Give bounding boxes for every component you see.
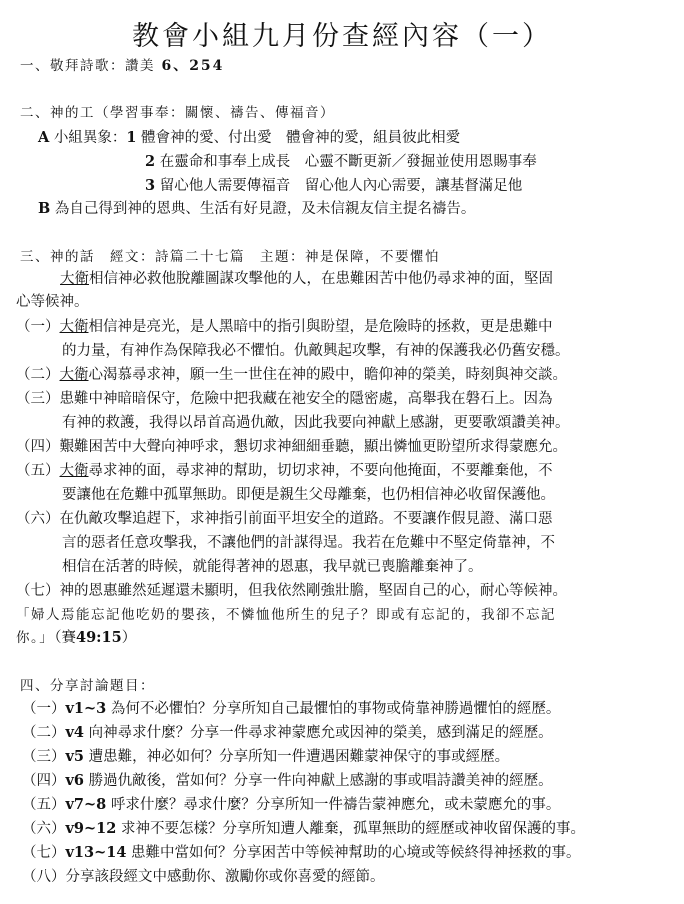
vision-item-num: 3 [145,177,156,194]
question-verse: v6 [65,772,85,789]
question-verse: v4 [65,724,85,741]
question-text: 勝過仇敵後，當如何？分享一件向神獻上感謝的事或唱詩讚美神的經歷。 [88,773,553,789]
point-2-line-1 [16,364,567,386]
point-text: 艱難困苦中大聲向神呼求，懇切求神細細垂聽，顯出憐恤更盼望所求得蒙應允。 [59,439,567,455]
section-word-heading: 三、神的話 經文：詩篇二十七篇 主題：神是保障，不要懼怕 [20,249,440,265]
name-david: 大衛 [59,463,89,479]
point-text: 相信神是亮光，是人黑暗中的指引與盼望，是危險時的拯救，更是患難中 [88,319,553,335]
question-number: （八） [22,869,66,885]
point-5-line-1 [16,460,553,482]
point-number: （五） [16,463,60,479]
point-6-line-3: 相信在活著的時候，就能得著神的恩惠，我早就已喪膽離棄神了。 [62,559,483,575]
point-1-line-1 [16,316,553,338]
intro-line-1 [60,268,553,290]
section-discussion-heading: 四、分享討論題目： [20,678,155,694]
vision-item-num: 1 [126,129,137,146]
question-verse: v9~12 [65,820,117,837]
vision-item-text: 體會神的愛、付出愛 體會神的愛，組員彼此相愛 [141,130,461,146]
question-8 [22,866,385,888]
point-number: （四） [16,439,60,455]
point-number: （二） [16,367,60,383]
vision-row-1 [38,127,460,149]
question-2 [22,722,553,744]
section-worship [20,55,224,77]
point-3-line-2: 有神的救護，我得以昂首高過仇敵，因此我要向神獻上感謝，更要歌頌讚美神。 [62,415,570,431]
question-text: 求神不要怎樣？分享所知遭人離棄，孤單無助的經歷或神收留保護的事。 [120,821,585,837]
name-david: 大衛 [59,367,89,383]
question-number: （一） [22,701,66,717]
vision-label: A [38,129,50,146]
question-verse: v1~3 [65,700,107,717]
quote-ref-close: ） [121,630,137,646]
name-david: 大衛 [60,271,89,287]
point-text: 尋求神的面，尋求神的幫助，切切求神，不要向他掩面，不要離棄他，不 [88,463,553,479]
question-number: （四） [22,773,66,789]
quote-end: 你。」 [16,630,55,646]
point-6-line-1 [16,508,553,530]
question-text: 患難中當如何？分享困苦中等候神幫助的心境或等候終得神拯救的事。 [131,845,581,861]
vision-item-text: 留心他人需要傳福音 留心他人內心需要，讓基督滿足他 [159,178,523,194]
prayer-row [38,198,475,220]
vision-item-num: 2 [145,153,156,170]
prayer-text: 為自己得到神的恩典、生活有好見證，及未信親友信主提名禱告。 [54,201,476,217]
question-verse: v5 [65,748,85,765]
point-1-line-2: 的力量，有神作為保障我必不懼怕。仇敵興起攻擊，有神的保護我必仍舊安穩。 [62,343,570,359]
point-number: （六） [16,511,60,527]
vision-item-text: 在靈命和事奉上成長 心靈不斷更新／發掘並使用恩賜事奉 [159,154,537,170]
quote-line-1: 「婦人焉能忘記他吃奶的嬰孩，不憐恤他所生的兒子？即或有忘記的，我卻不忘記 [16,607,556,623]
point-3-line-1 [16,388,553,410]
name-david: 大衛 [59,319,89,335]
question-text: 呼求什麼？尋求什麼？分享所知一件禱告蒙神應允，或未蒙應允的事。 [110,797,561,813]
question-number: （三） [22,749,66,765]
section-worship-label: 一、敬拜詩歌：讚美 [20,58,155,74]
question-number: （五） [22,797,66,813]
question-number: （六） [22,821,66,837]
song-numbers: 6、254 [161,58,225,74]
question-6 [22,818,585,840]
question-7 [22,842,581,864]
question-4 [22,770,553,792]
vision-row-2 [145,151,537,173]
question-text: 向神尋求什麼？分享一件尋求神蒙應允或因神的榮美，感到滿足的經歷。 [88,725,553,741]
question-verse: v7~8 [65,796,107,813]
question-verse: v13~14 [65,844,127,861]
question-text: 為何不必懼怕？分享所知自己最懼怕的事物或倚靠神勝過懼怕的經歷。 [110,701,561,717]
point-number: （一） [16,319,60,335]
question-text: 分享該段經文中感動你、激勵你或你喜愛的經節。 [65,869,385,885]
page-title: 教會小組九月份查經內容（一） [132,21,552,52]
point-number: （七） [16,583,60,599]
point-text: 在仇敵攻擊追趕下，求神指引前面平坦安全的道路。不要讓作假見證、滿口惡 [59,511,553,527]
question-number: （二） [22,725,66,741]
question-3 [22,746,509,768]
quote-line-2 [16,627,136,649]
point-7-line-1 [16,580,567,602]
point-4-line-1 [16,436,567,458]
point-number: （三） [16,391,60,407]
question-5 [22,794,560,816]
vision-head: 小組異象： [53,130,127,146]
section-gods-work-heading: 二、神的工（學習事奉：關懷、禱告、傳福音） [20,105,335,121]
question-text: 遭患難，神必如何？分享所知一件遭遇困難蒙神保守的事或經歷。 [88,749,510,765]
question-number: （七） [22,845,66,861]
quote-ref-open: （賽 [54,630,76,646]
question-1 [22,698,560,720]
point-6-line-2: 言的惡者任意攻擊我，不讓他們的計謀得逞。我若在危難中不堅定倚靠神，不 [62,535,555,551]
point-5-line-2: 要讓他在危難中孤單無助。即便是親生父母離棄，也仍相信神必收留保護他。 [62,487,555,503]
intro-text: 相信神必救他脫離圖謀攻擊他的人，在患難困苦中他仍尋求神的面，堅固 [89,271,553,287]
point-text: 心渴慕尋求神，願一生一世住在神的殿中，瞻仰神的榮美，時刻與神交談。 [88,367,567,383]
vision-row-3 [145,175,522,197]
intro-line-2: 心等候神。 [16,294,89,310]
prayer-label: B [38,200,51,217]
point-text: 神的恩惠雖然延遲還未顯明，但我依然剛強壯膽，堅固自己的心，耐心等候神。 [59,583,567,599]
point-text: 患難中神暗暗保守，危險中把我藏在祂安全的隱密處，高舉我在磐石上。因為 [59,391,553,407]
quote-reference: 49:15 [76,629,122,646]
